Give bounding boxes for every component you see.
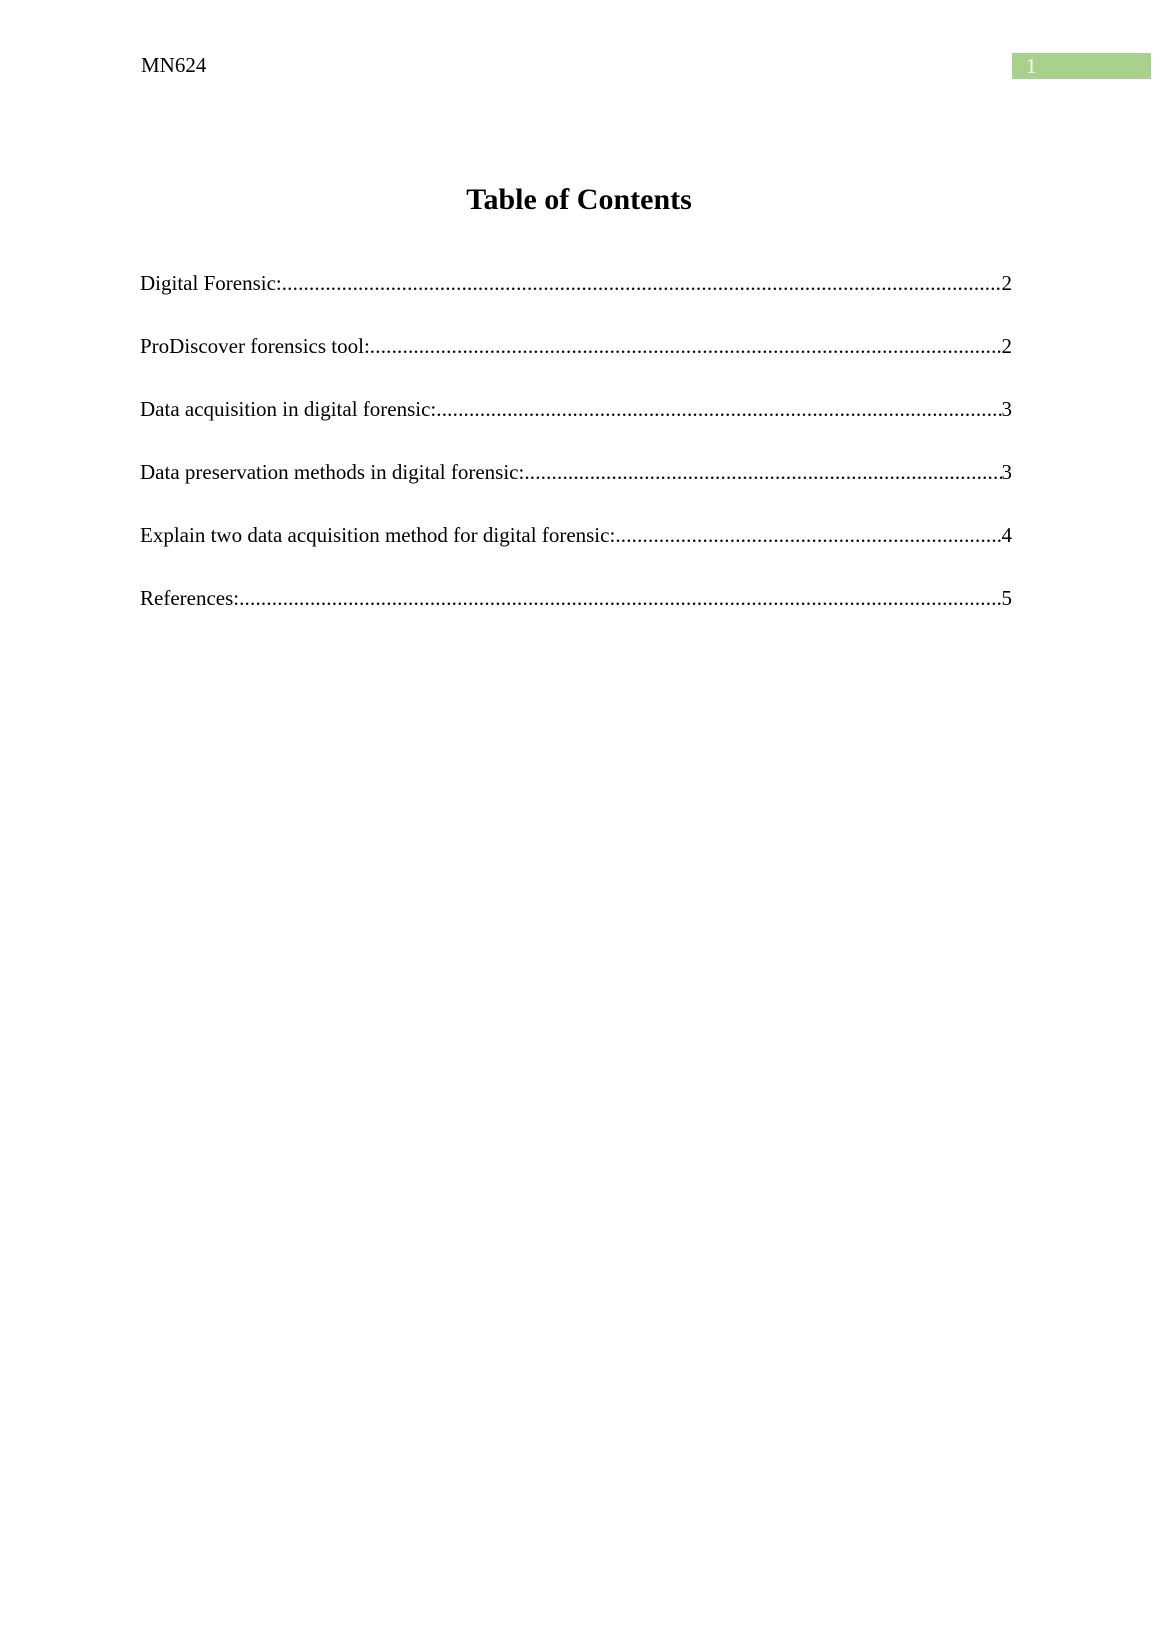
toc-dot-leader <box>524 457 1001 487</box>
toc-entry-text: ProDiscover forensics tool: <box>140 334 370 358</box>
toc-entry-text: Digital Forensic: <box>140 271 282 295</box>
toc-dot-leader <box>370 331 1002 361</box>
toc-dot-leader <box>282 268 1002 298</box>
page-number-badge: 1 <box>1012 53 1151 79</box>
toc-entry-data-acquisition[interactable] <box>140 394 1012 457</box>
toc-entry-page: 4 <box>1001 523 1012 547</box>
toc-entry-text: Explain two data acquisition method for digital forensic: <box>140 523 616 547</box>
toc-entry-references[interactable] <box>140 583 1012 646</box>
toc-entry-prodiscover-tool[interactable] <box>140 331 1012 394</box>
toc-entry-data-preservation[interactable] <box>140 457 1012 520</box>
toc-heading: Table of Contents <box>466 183 692 217</box>
toc-entry-page: 3 <box>1001 397 1012 421</box>
toc-dot-leader <box>615 520 1001 550</box>
toc-entry-text: Data preservation methods in digital forensic: <box>140 460 525 484</box>
toc-list <box>140 268 1012 646</box>
toc-entry-digital-forensic[interactable] <box>140 268 1012 331</box>
toc-entry-text: References: <box>140 586 240 610</box>
header-course-code: MN624 <box>141 53 207 77</box>
toc-entry-page: 2 <box>1001 271 1012 295</box>
toc-entry-page: 3 <box>1001 460 1012 484</box>
toc-entry-page: 2 <box>1001 334 1012 358</box>
toc-entry-acquisition-methods[interactable] <box>140 520 1012 583</box>
toc-entry-text: Data acquisition in digital forensic: <box>140 397 437 421</box>
toc-dot-leader <box>239 583 1001 613</box>
toc-entry-page: 5 <box>1001 586 1012 610</box>
toc-dot-leader <box>436 394 1001 424</box>
